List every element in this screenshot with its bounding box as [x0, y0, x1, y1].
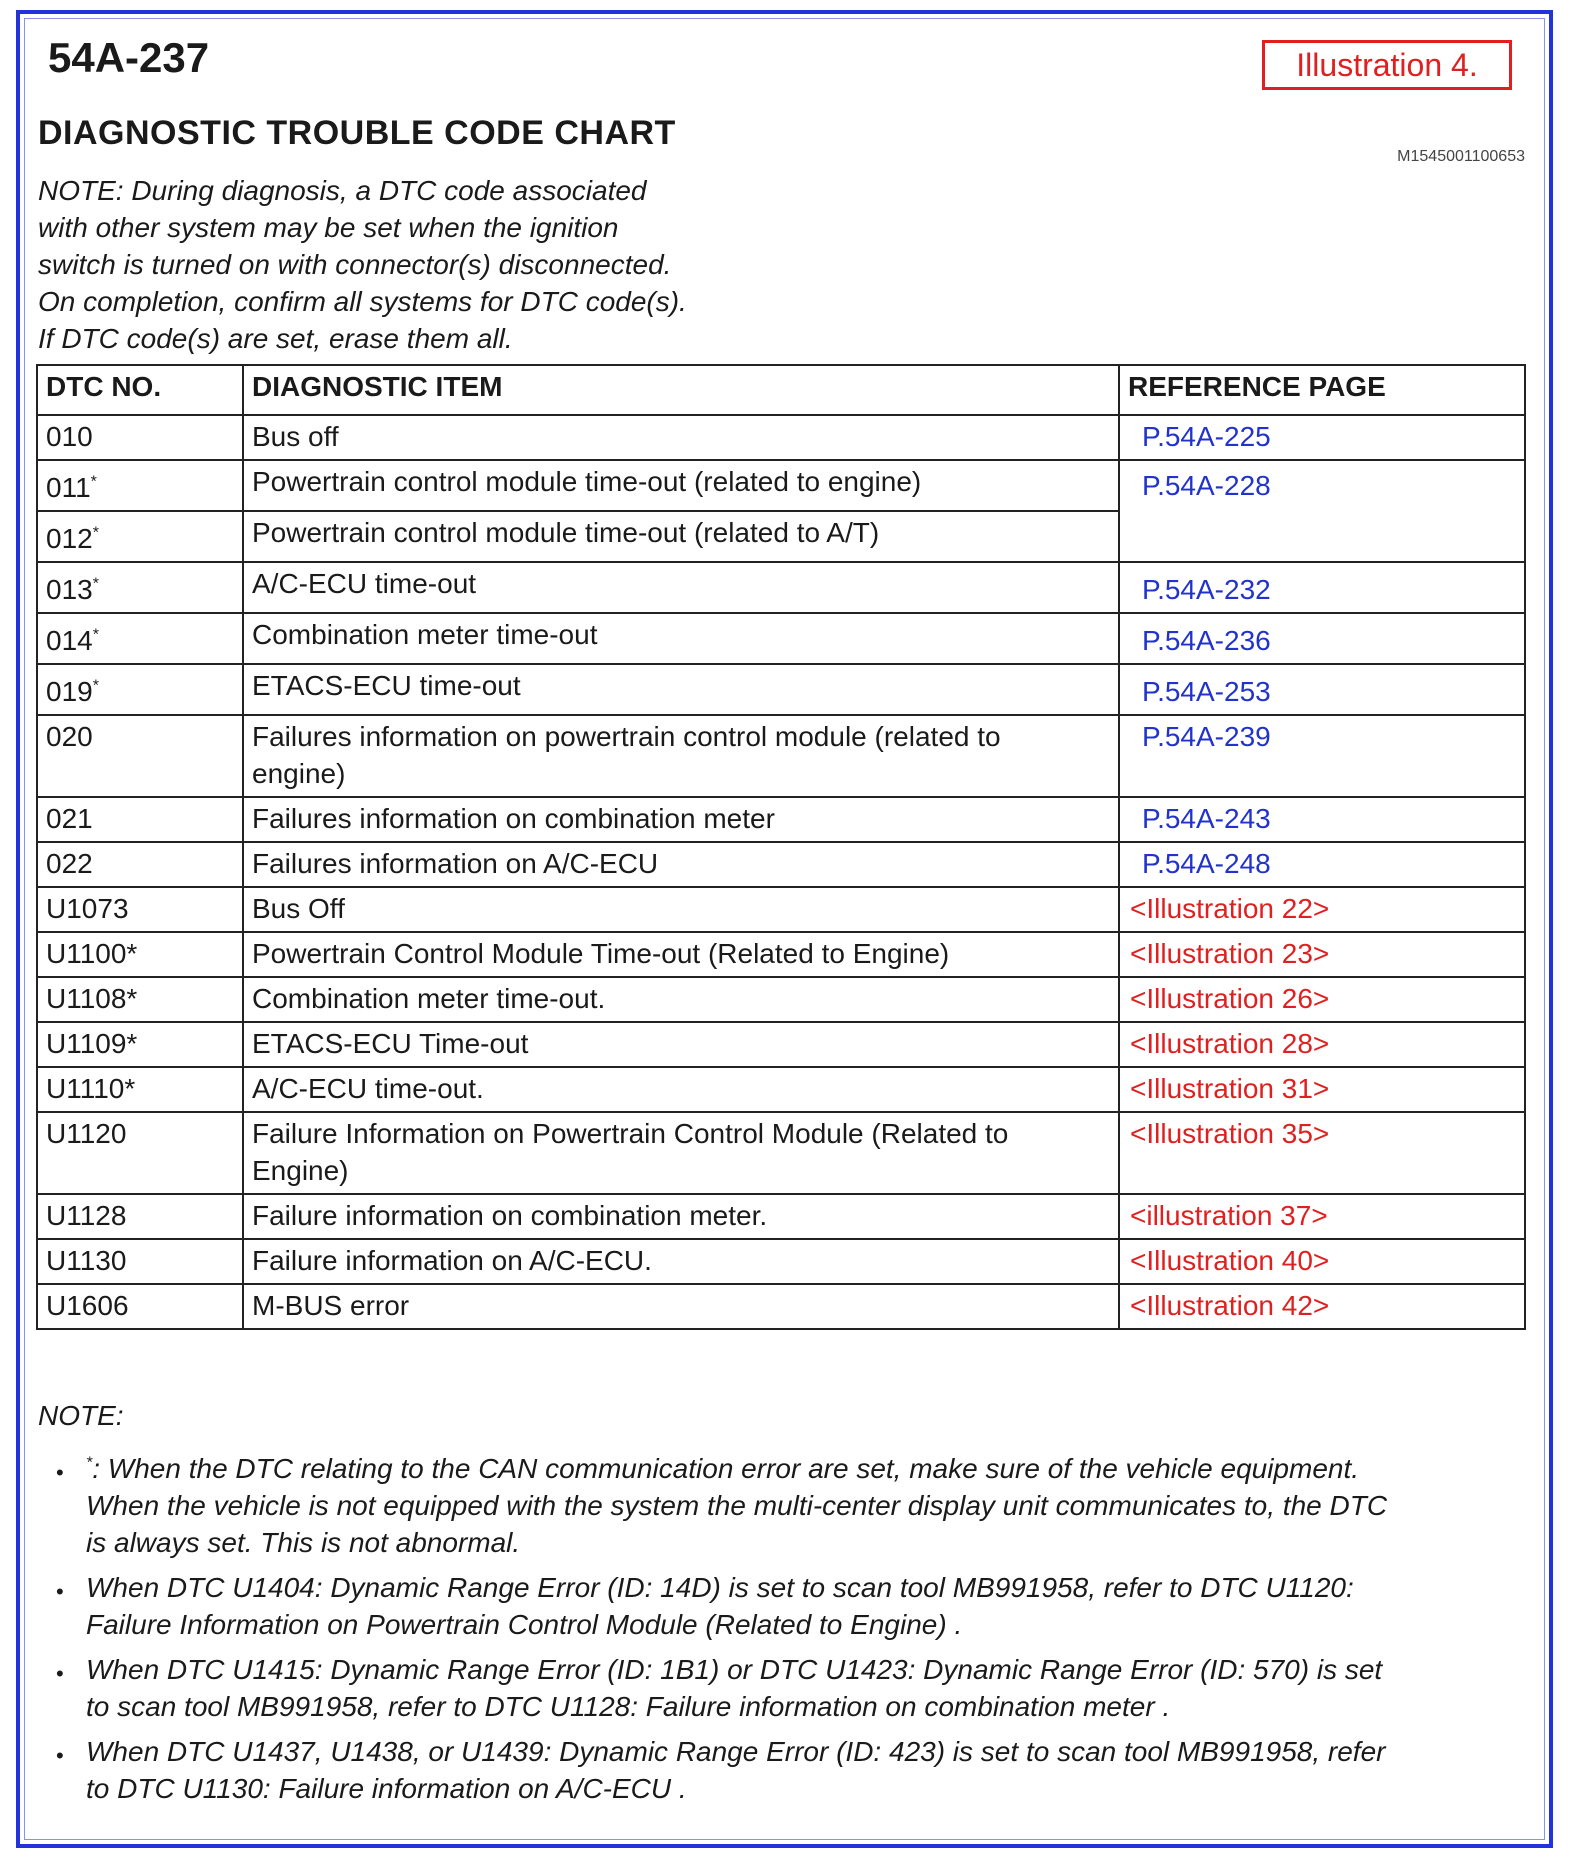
asterisk-mark: *: [92, 524, 99, 542]
dtc-code: U1120: [37, 1112, 243, 1194]
reference-page: [1119, 1239, 1525, 1284]
table-row: [37, 1022, 1525, 1067]
asterisk-mark: *: [86, 1454, 93, 1472]
table-row: [37, 415, 1525, 460]
bullet-icon: •: [56, 1743, 64, 1768]
header-dtc-no: DTC NO.: [37, 365, 243, 415]
reference-link[interactable]: P.54A-239: [1142, 721, 1271, 752]
bullet-line: When the vehicle is not equipped with the system the multi-center display unit communicates to, the DTC: [86, 1490, 1388, 1521]
reference-link[interactable]: <Illustration 22>: [1130, 893, 1330, 924]
diagnostic-item: Failure Information on Powertrain Control Module (Related to Engine): [243, 1112, 1119, 1194]
reference-page: [1119, 460, 1525, 562]
diagnostic-item: Failure information on A/C-ECU.: [243, 1239, 1119, 1284]
dtc-code: U1100*: [37, 932, 243, 977]
document-id: M1545001100653: [1397, 148, 1525, 165]
top-note-line: switch is turned on with connector(s) disconnected.: [38, 249, 672, 280]
top-note-line: NOTE: During diagnosis, a DTC code associated: [38, 175, 647, 206]
dtc-table: [36, 364, 1526, 1330]
dtc-code: U1110*: [37, 1067, 243, 1112]
table-row: [37, 460, 1525, 511]
top-note-line: with other system may be set when the ignition: [38, 212, 619, 243]
reference-page: [1119, 613, 1525, 664]
reference-page: [1119, 1284, 1525, 1329]
table-row: [37, 1194, 1525, 1239]
diagnostic-item: Combination meter time-out.: [243, 977, 1119, 1022]
list-item: [56, 1651, 1526, 1725]
top-note-line: If DTC code(s) are set, erase them all.: [38, 323, 513, 354]
reference-link[interactable]: P.54A-253: [1142, 676, 1271, 707]
reference-link[interactable]: <illustration 37>: [1130, 1200, 1328, 1231]
diagnostic-item: Bus off: [243, 415, 1119, 460]
bullet-line: When DTC U1415: Dynamic Range Error (ID: 1B1) or DTC U1423: Dynamic Range Error (ID: 570) is set: [86, 1654, 1383, 1685]
bullet-line: *: When the DTC relating to the CAN communication error are set, make sure of the vehicle equipment.: [86, 1453, 1360, 1484]
reference-page: [1119, 1022, 1525, 1067]
reference-link[interactable]: <Illustration 28>: [1130, 1028, 1330, 1059]
header-reference-page: REFERENCE PAGE: [1119, 365, 1525, 415]
bottom-note-label: NOTE:: [38, 1400, 124, 1431]
list-item: [56, 1733, 1526, 1807]
dtc-code: U1108*: [37, 977, 243, 1022]
bottom-note-list: [56, 1450, 1526, 1815]
reference-link[interactable]: P.54A-232: [1142, 574, 1271, 605]
list-item: [56, 1450, 1526, 1561]
table-row: [37, 1067, 1525, 1112]
dtc-code: 019*: [37, 664, 243, 715]
reference-page: [1119, 1194, 1525, 1239]
dtc-code: 012*: [37, 511, 243, 562]
reference-page: [1119, 842, 1525, 887]
table-row: [37, 1284, 1525, 1329]
diagnostic-item: Powertrain control module time-out (related to A/T): [243, 511, 1119, 562]
dtc-code: U1073: [37, 887, 243, 932]
diagnostic-item: Failure information on combination meter.: [243, 1194, 1119, 1239]
table-row: [37, 977, 1525, 1022]
top-note-line: On completion, confirm all systems for DTC code(s).: [38, 286, 687, 317]
reference-page: [1119, 1067, 1525, 1112]
dtc-code: U1606: [37, 1284, 243, 1329]
dtc-code: 022: [37, 842, 243, 887]
diagnostic-item: A/C-ECU time-out.: [243, 1067, 1119, 1112]
bullet-line: When DTC U1437, U1438, or U1439: Dynamic Range Error (ID: 423) is set to scan tool MB991958, refer: [86, 1736, 1386, 1767]
diagnostic-item: Bus Off: [243, 887, 1119, 932]
bullet-icon: •: [56, 1661, 64, 1686]
reference-page: [1119, 562, 1525, 613]
diagnostic-item: Failures information on powertrain control module (related to engine): [243, 715, 1119, 797]
bullet-line: is always set. This is not abnormal.: [86, 1527, 521, 1558]
reference-page: [1119, 977, 1525, 1022]
table-row: [37, 842, 1525, 887]
top-note: [38, 172, 798, 357]
bullet-line: to DTC U1130: Failure information on A/C-ECU .: [86, 1773, 687, 1804]
bullet-line: Failure Information on Powertrain Control Module (Related to Engine) .: [86, 1609, 963, 1640]
asterisk-mark: *: [92, 677, 99, 695]
diagnostic-item: M-BUS error: [243, 1284, 1119, 1329]
reference-page: [1119, 715, 1525, 797]
reference-link[interactable]: P.54A-228: [1142, 470, 1271, 501]
reference-page: [1119, 1112, 1525, 1194]
dtc-code: 020: [37, 715, 243, 797]
dtc-code: U1130: [37, 1239, 243, 1284]
reference-link[interactable]: P.54A-236: [1142, 625, 1271, 656]
table-row: [37, 932, 1525, 977]
reference-link[interactable]: <Illustration 42>: [1130, 1290, 1330, 1321]
bullet-line: to scan tool MB991958, refer to DTC U1128: Failure information on combination meter .: [86, 1691, 1171, 1722]
illustration-tag: Illustration 4.: [1262, 40, 1512, 90]
asterisk-mark: *: [90, 473, 97, 491]
table-row: [37, 715, 1525, 797]
reference-link[interactable]: <Illustration 26>: [1130, 983, 1330, 1014]
reference-link[interactable]: <Illustration 40>: [1130, 1245, 1330, 1276]
dtc-code: U1109*: [37, 1022, 243, 1067]
table-row: [37, 562, 1525, 613]
dtc-code: 014*: [37, 613, 243, 664]
reference-link[interactable]: P.54A-248: [1142, 848, 1271, 879]
asterisk-mark: *: [92, 626, 99, 644]
page-number: 54A-237: [48, 34, 210, 81]
diagnostic-item: Combination meter time-out: [243, 613, 1119, 664]
diagnostic-item: ETACS-ECU time-out: [243, 664, 1119, 715]
table-row: [37, 887, 1525, 932]
list-item: [56, 1569, 1526, 1643]
chart-title: DIAGNOSTIC TROUBLE CODE CHART: [38, 114, 676, 152]
bullet-icon: •: [56, 1460, 64, 1485]
dtc-code: 010: [37, 415, 243, 460]
dtc-code: 013*: [37, 562, 243, 613]
reference-link[interactable]: P.54A-243: [1142, 803, 1271, 834]
reference-page: [1119, 664, 1525, 715]
reference-link[interactable]: <Illustration 35>: [1130, 1118, 1330, 1149]
reference-page: [1119, 887, 1525, 932]
header-diagnostic-item: DIAGNOSTIC ITEM: [243, 365, 1119, 415]
dtc-code: 011*: [37, 460, 243, 511]
reference-link[interactable]: P.54A-225: [1142, 421, 1271, 452]
table-header-row: [37, 365, 1525, 415]
reference-link[interactable]: <Illustration 23>: [1130, 938, 1330, 969]
table-row: [37, 797, 1525, 842]
diagnostic-item: A/C-ECU time-out: [243, 562, 1119, 613]
asterisk-mark: *: [92, 575, 99, 593]
diagnostic-item: Failures information on combination meter: [243, 797, 1119, 842]
table-row: [37, 664, 1525, 715]
reference-page: [1119, 797, 1525, 842]
bullet-icon: •: [56, 1579, 64, 1604]
diagnostic-item: ETACS-ECU Time-out: [243, 1022, 1119, 1067]
reference-page: [1119, 415, 1525, 460]
table-row: [37, 613, 1525, 664]
table-row: [37, 1112, 1525, 1194]
dtc-code: U1128: [37, 1194, 243, 1239]
dtc-code: 021: [37, 797, 243, 842]
bullet-line: When DTC U1404: Dynamic Range Error (ID: 14D) is set to scan tool MB991958, refer to DTC U1120:: [86, 1572, 1354, 1603]
diagnostic-item: Powertrain control module time-out (related to engine): [243, 460, 1119, 511]
reference-page: [1119, 932, 1525, 977]
table-row: [37, 1239, 1525, 1284]
reference-link[interactable]: <Illustration 31>: [1130, 1073, 1330, 1104]
diagnostic-item: Failures information on A/C-ECU: [243, 842, 1119, 887]
diagnostic-item: Powertrain Control Module Time-out (Related to Engine): [243, 932, 1119, 977]
